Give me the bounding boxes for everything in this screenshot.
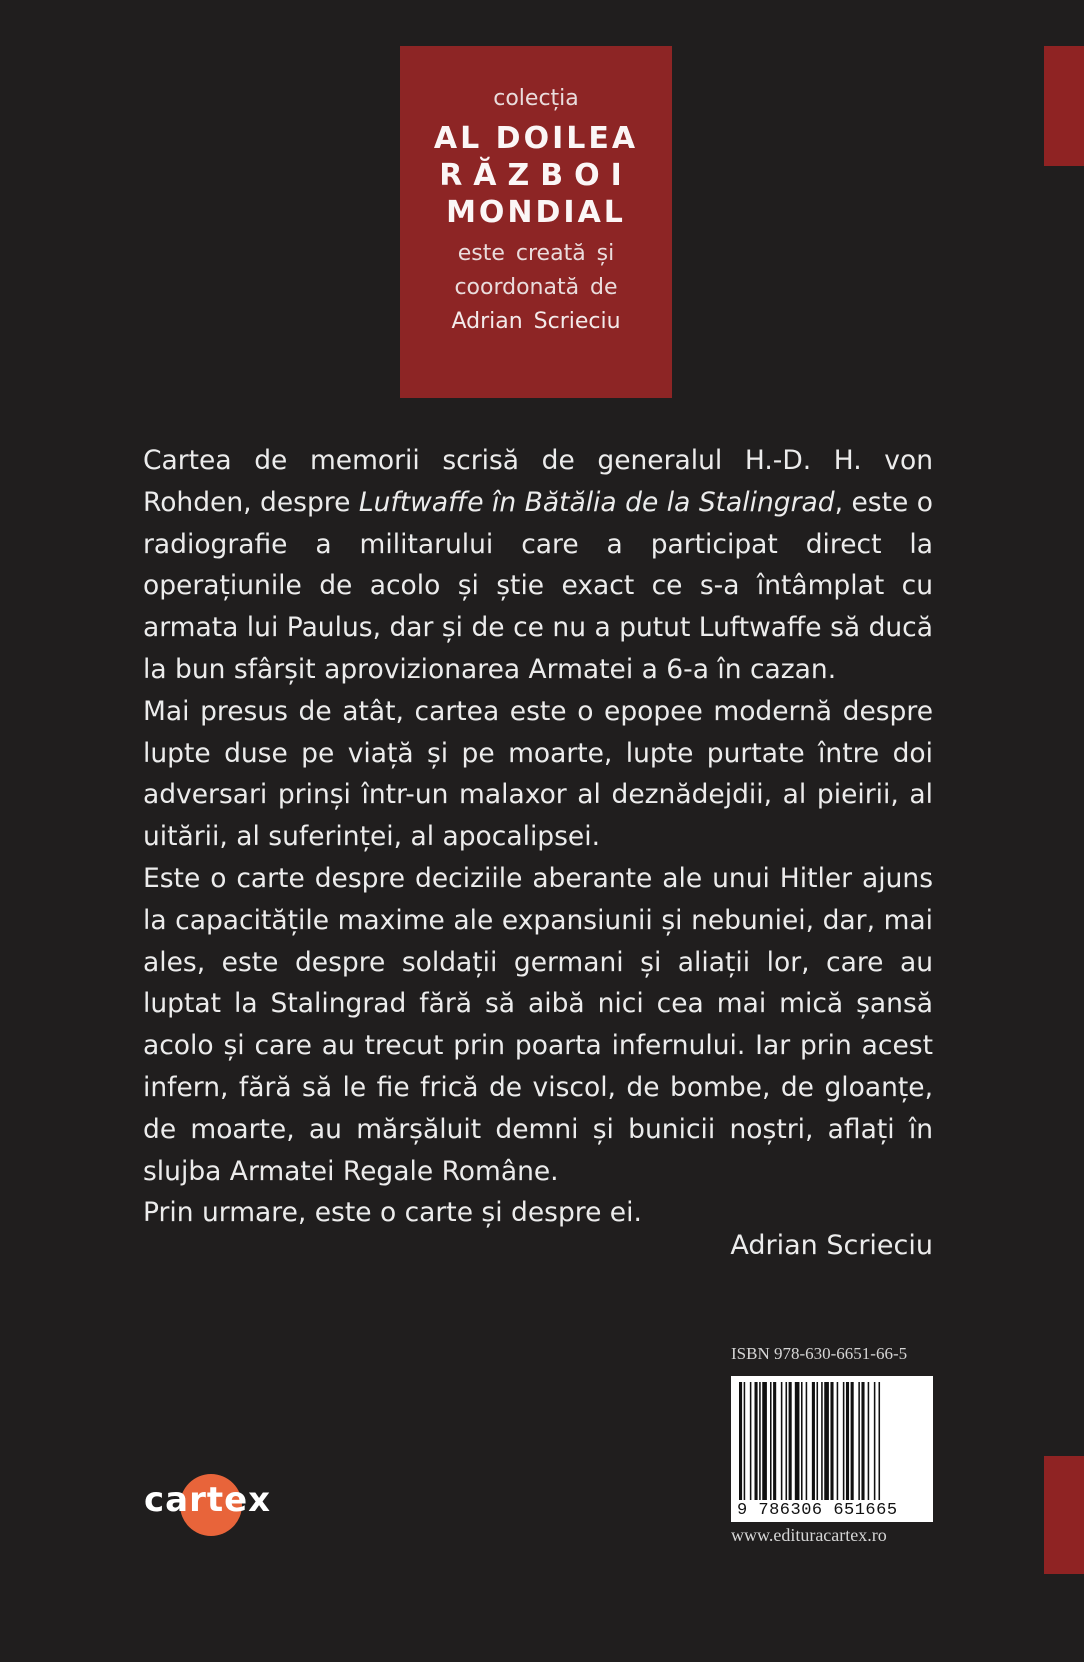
red-edge-tab-top [1044, 46, 1084, 166]
publisher-website: www.edituracartex.ro [731, 1525, 887, 1545]
barcode-bar [786, 1382, 788, 1500]
barcode-bar [744, 1382, 746, 1500]
blurb-signature: Adrian Scrieciu [730, 1230, 933, 1261]
barcode-bar [851, 1382, 854, 1500]
barcode-digits: 9 786306 651665 [737, 1501, 898, 1520]
barcode-bar [874, 1382, 876, 1500]
barcode-bar [843, 1382, 845, 1500]
barcode-bar [817, 1382, 819, 1500]
barcode-bar [868, 1382, 870, 1500]
barcode-bar [806, 1382, 808, 1500]
collection-prefix: colecția [493, 86, 579, 111]
collection-line-1: este creată și [457, 241, 615, 266]
series-title-line-3: MONDIAL [446, 195, 626, 230]
book-title-italic: Luftwaffe în Bătălia de la Stalingrad [358, 486, 835, 518]
barcode-bar [755, 1382, 758, 1500]
series-title-line-1: AL DOILEA [433, 121, 639, 156]
barcode-bar [846, 1382, 849, 1500]
series-title-line-2: RĂZBOI [439, 158, 633, 193]
barcode-bar [830, 1382, 833, 1500]
collection-coordinator: Adrian Scrieciu [451, 309, 621, 334]
barcode-bar [861, 1382, 864, 1500]
blurb-p1-text-a: Cartea de memorii scrisă de generalul H.-D. H. von Rohden, despre [143, 445, 933, 518]
series-title [400, 120, 672, 231]
barcode-bar [858, 1382, 860, 1500]
red-edge-tab-bottom [1044, 1456, 1084, 1574]
barcode-bar [801, 1382, 803, 1500]
barcode-bar [824, 1382, 829, 1500]
barcode-bar [812, 1382, 815, 1500]
barcode-bar [762, 1382, 767, 1500]
barcode-bar [837, 1382, 839, 1500]
collection-box [400, 46, 672, 398]
blurb-paragraph-4: Prin urmare, este o carte și despre ei. [143, 1197, 642, 1229]
barcode-bar [759, 1382, 761, 1500]
barcode-bar [770, 1382, 772, 1500]
barcode-bar [773, 1382, 776, 1500]
blurb-paragraph-2: Mai presus de atât, cartea este o epopee modernă despre lupte duse pe viață și pe moarte, lupte purtate între doi adversari prinși într-un malaxor al deznădejdii, al pieirii, al uitării, al suferinței, al apocalipsei. [143, 695, 933, 853]
barcode-bar [795, 1382, 800, 1500]
isbn-label: ISBN 978-630-6651-66-5 [731, 1344, 908, 1363]
barcode-bar [739, 1382, 742, 1500]
blurb-paragraph-1 [143, 440, 933, 691]
barcode-bar [781, 1382, 783, 1500]
barcode-bar [879, 1382, 881, 1500]
barcode-bar [789, 1382, 792, 1500]
blurb-p1-text-b: , este o radiografie a militarului care a participat direct la operațiunile de acolo și știe exact ce s-a întâmplat cu armata lui Paulus, dar și de ce nu a putut Luftwaffe să ducă la bun sfârșit aprovizionarea Armatei a 6-a în cazan. [143, 486, 933, 685]
back-cover-blurb [143, 440, 933, 1234]
blurb-paragraph-3: Este o carte despre deciziile aberante ale unui Hitler ajuns la capacitățile maxime ale expansiunii și nebuniei, dar, mai ales, este despre soldații germani și aliații lor, care au luptat la Stalingrad fără să aibă nici cea mai mică șansă acolo și care au trecut prin poarta infernului. Iar prin acest infern, fără să le fie frică de viscol, de bombe, de gloanțe, de moarte, au mărșăluit demni și bunicii noștri, aflați în slujba Armatei Regale Române. [143, 862, 933, 1187]
barcode-bar [750, 1382, 752, 1500]
isbn-barcode [731, 1376, 933, 1522]
collection-line-2: coordonată de [454, 275, 618, 300]
publisher-logo [144, 1470, 284, 1540]
logo-wordmark: cartex [144, 1480, 272, 1520]
barcode-bar [821, 1382, 823, 1500]
barcode-bars [737, 1382, 927, 1500]
